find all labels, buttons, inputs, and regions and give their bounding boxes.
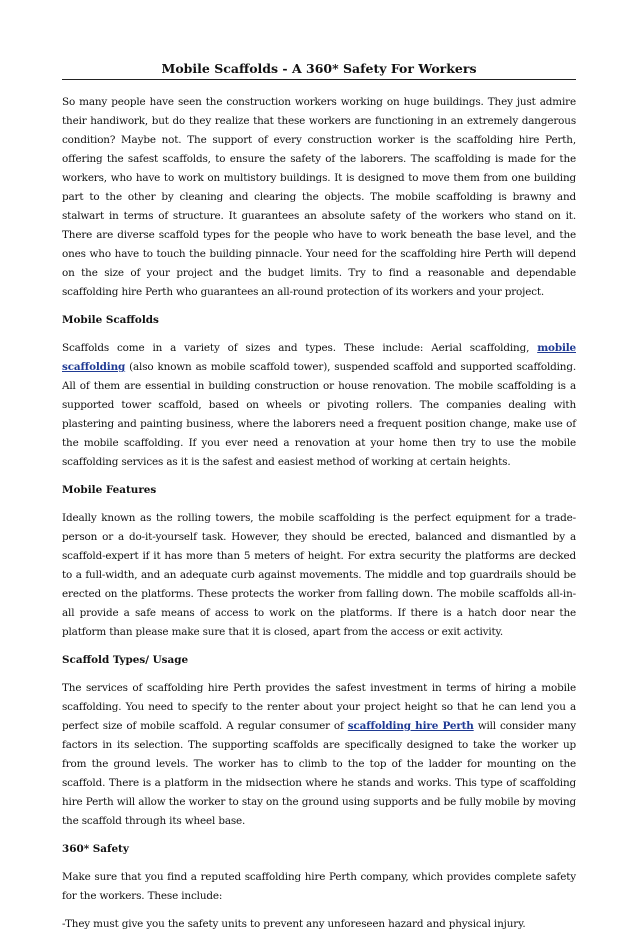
scaffold-types-paragraph bbox=[62, 679, 576, 831]
safety-paragraph: Make sure that you find a reputed scaffolding hire Perth company, which provides complete safety for the workers. These include: bbox=[62, 871, 576, 902]
section-heading-mobile-scaffolds: Mobile Scaffolds bbox=[62, 314, 159, 326]
scaffolding-hire-perth-link[interactable]: scaffolding hire Perth bbox=[347, 720, 474, 732]
mobile-features-paragraph: Ideally known as the rolling towers, the mobile scaffolding is the perfect equipment for a trade-person or a do-it-yourself task. However, they should be erected, balanced and dismantled by a scaffold-expert if it has more than 5 meters of height. For extra security the platforms are decked to a full-width, and an adequate curb against movements. The middle and top guardrails should be erected on the platforms. These protects the worker from falling down. The mobile scaffolds all-in-all provide a safe means of access to work on the platforms. If there is a hatch door near the platform than please make sure that it is closed, apart from the access or exit activity. bbox=[62, 512, 576, 638]
section-heading-360-safety: 360* Safety bbox=[62, 843, 129, 855]
paragraph-text: (also known as mobile scaffold tower), suspended scaffold and supported scaffolding. All of them are essential in building construction or house renovation. The mobile scaffolding is a supported tower scaffold, based on wheels or pivoting rollers. The companies dealing with plastering and painting business, where the laborers need a frequent position change, make use of the mobile scaffolding. If you ever need a renovation at your home then try to use the mobile scaffolding services as it is the safest and easiest method of working at certain heights. bbox=[62, 361, 576, 468]
paragraph-text: will consider many factors in its selection. The supporting scaffolds are specifically designed to take the worker up from the ground levels. The worker has to climb to the top of the ladder for mounting on the scaffold. There is a platform in the midsection where he stands and works. This type of scaffolding hire Perth will allow the worker to stay on the ground using supports and be fully mobile by moving the scaffold through its wheel base. bbox=[62, 720, 576, 827]
section-heading-scaffold-types: Scaffold Types/ Usage bbox=[62, 654, 189, 666]
intro-paragraph: So many people have seen the construction workers working on huge buildings. They just admire their handiwork, but do they realize that these workers are functioning in an extremely dangerous condition? Maybe not. The support of every construction worker is the scaffolding hire Perth, offering the safest scaffolds, to ensure the safety of the laborers. The scaffolding is made for the workers, who have to work on multistory buildings. It is designed to move them from one building part to the other by cleaning and clearing the objects. The mobile scaffolding is brawny and stalwart in terms of structure. It guarantees an absolute safety of the workers who stand on it. There are diverse scaffold types for the people who have to work beneath the base level, and the ones who have to touch the building pinnacle. Your need for the scaffolding hire Perth will depend on the size of your project and the budget limits. Try to find a reasonable and dependable scaffolding hire Perth who guarantees an all-round protection of its workers and your project. bbox=[62, 96, 576, 298]
safety-bullet: -They must give you the safety units to prevent any unforeseen hazard and physical injury. bbox=[62, 918, 526, 930]
paragraph-text: Scaffolds come in a variety of sizes and types. These include: Aerial scaffolding, bbox=[62, 342, 538, 354]
section-heading-mobile-features: Mobile Features bbox=[62, 484, 157, 496]
mobile-scaffolds-paragraph bbox=[62, 339, 576, 472]
mobile-scaffolding-link[interactable]: mobile scaffolding bbox=[62, 342, 576, 373]
document-title: Mobile Scaffolds - A 360* Safety For Workers bbox=[62, 60, 576, 80]
paragraph-text: The services of scaffolding hire Perth provides the safest investment in terms of hiring a mobile scaffolding. You need to specify to the renter about your project height so that he can lend you a perfect size of mobile scaffold. A regular consumer of bbox=[62, 682, 576, 732]
